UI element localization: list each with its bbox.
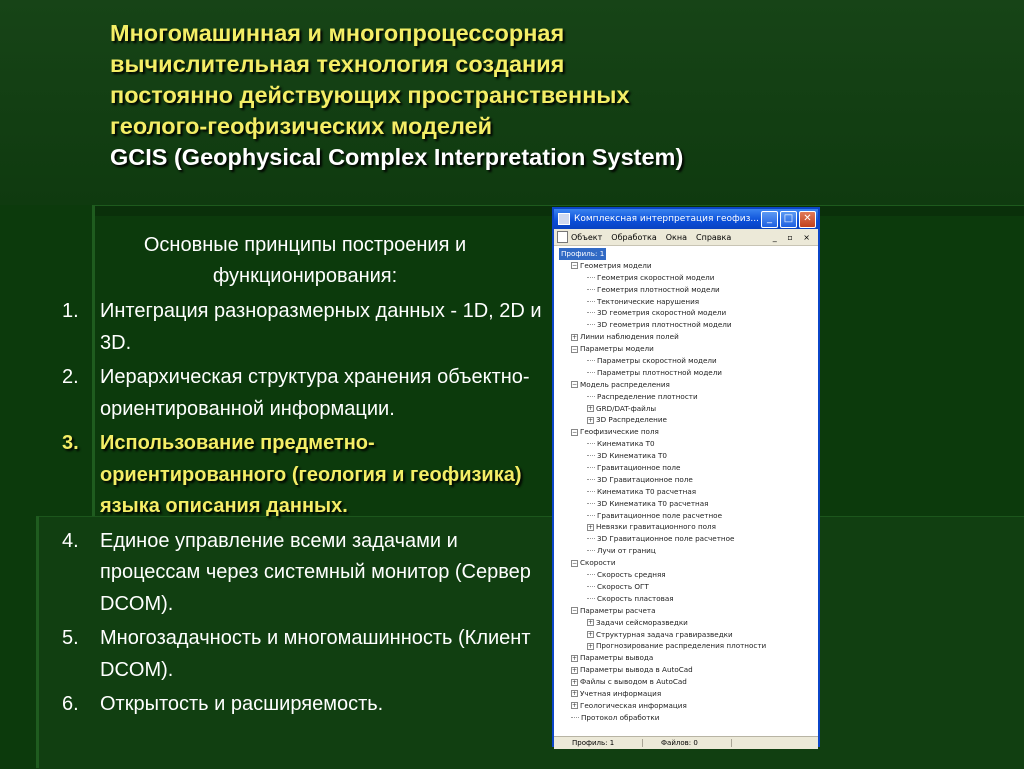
expand-icon[interactable]: + <box>572 333 578 341</box>
tree-node[interactable] <box>557 521 815 533</box>
document-icon <box>557 231 568 243</box>
tree-node-label: Геологическая информация <box>580 700 687 710</box>
tree-node-label: Скорость пластовая <box>597 593 674 603</box>
tree-node[interactable] <box>557 593 815 605</box>
child-window-controls[interactable]: _ ▫ × <box>772 232 814 242</box>
tree-connector <box>587 479 595 481</box>
tree-connector <box>587 324 595 326</box>
tree-node-label: GRD/DAT-файлы <box>596 403 657 413</box>
tree-node-label: Параметры вывода в AutoCad <box>580 665 693 675</box>
tree-node[interactable] <box>557 605 815 617</box>
tree-node-label: Тектонические нарушения <box>597 296 700 306</box>
tree-node-label: Скорость ОГТ <box>597 581 649 591</box>
principles-heading: Основные принципы построения и функционирования: <box>143 234 467 287</box>
tree-node[interactable] <box>557 403 815 415</box>
title-line-2: вычислительная технология создания <box>110 51 565 77</box>
tree-node-label: Гравитационное поле <box>597 463 681 473</box>
tree-node-label: Параметры модели <box>580 344 654 354</box>
tree-node[interactable] <box>557 331 815 343</box>
tree-connector <box>587 550 595 552</box>
tree-node-label: Параметры скоростной модели <box>597 356 717 366</box>
tree-node-label: Учетная информация <box>580 688 662 698</box>
tree-connector <box>587 289 595 291</box>
tree-node[interactable] <box>557 533 815 545</box>
expand-icon[interactable]: + <box>572 690 578 698</box>
tree-node[interactable] <box>557 700 815 712</box>
tree-node[interactable] <box>557 581 815 593</box>
tree-connector <box>587 598 595 600</box>
principle-item <box>54 362 554 425</box>
item-text: Иерархическая структура хранения объектно-ориентированной информации. <box>100 366 530 420</box>
item-text: Многозадачность и многомашинность (Клиент DCOM). <box>100 627 531 681</box>
tree-node-label: Геофизические поля <box>580 427 659 437</box>
object-tree <box>554 246 818 736</box>
tree-node-label: Задачи сейсморазведки <box>596 617 688 627</box>
tree-node[interactable] <box>557 367 815 379</box>
tree-node-label: Модель распределения <box>580 379 670 389</box>
tree-connector <box>587 443 595 445</box>
collapse-icon[interactable]: − <box>572 559 578 567</box>
tree-node-label: Профиль: 1 <box>561 249 605 258</box>
tree-node-label: 3D геометрия плотностной модели <box>597 320 732 330</box>
tree-node-label: 3D Гравитационное поле <box>597 474 693 484</box>
menu-processing[interactable]: Обработка <box>611 232 657 242</box>
item-number: 4. <box>62 529 79 552</box>
tree-node-label: Параметры плотностной модели <box>597 367 722 377</box>
collapse-icon[interactable]: − <box>572 345 578 353</box>
status-bar <box>554 736 818 749</box>
tree-node-label: Гравитационное поле расчетное <box>597 510 723 520</box>
tree-connector <box>587 396 595 398</box>
tree-node[interactable] <box>557 629 815 641</box>
tree-node-label: Прогнозирование распределения плотности <box>596 641 767 651</box>
tree-node[interactable] <box>557 640 815 652</box>
tree-node[interactable] <box>557 557 815 569</box>
tree-connector <box>587 538 595 540</box>
collapse-icon[interactable]: − <box>572 262 578 270</box>
tree-node[interactable] <box>557 438 815 450</box>
tree-node[interactable] <box>557 688 815 700</box>
slide-title <box>110 18 990 173</box>
tree-node-label: Распределение плотности <box>597 391 698 401</box>
tree-node-label: Кинематика Т0 расчетная <box>597 486 697 496</box>
tree-connector <box>571 717 579 719</box>
tree-node[interactable] <box>557 664 815 676</box>
principle-item <box>54 623 554 686</box>
tree-node-label: Линии наблюдения полей <box>580 332 679 342</box>
tree-connector <box>587 467 595 469</box>
menu-help[interactable]: Справка <box>696 232 732 242</box>
tree-node-label: Геометрия скоростной модели <box>597 272 715 282</box>
tree-connector <box>587 360 595 362</box>
tree-node[interactable] <box>557 474 815 486</box>
status-profile: Профиль: 1 <box>554 739 643 747</box>
tree-node-label: Невязки гравитационного поля <box>596 522 716 532</box>
expand-icon[interactable]: + <box>588 523 594 531</box>
tree-node[interactable] <box>557 343 815 355</box>
menu-windows[interactable]: Окна <box>665 232 687 242</box>
tree-connector <box>587 515 595 517</box>
tree-node[interactable] <box>557 510 815 522</box>
tree-node[interactable] <box>557 296 815 308</box>
tree-node-label: Параметры вывода <box>580 653 654 663</box>
tree-connector <box>587 372 595 374</box>
tree-node[interactable] <box>557 462 815 474</box>
tree-node-label: Протокол обработки <box>581 712 660 722</box>
tree-node-label: 3D Распределение <box>596 415 667 425</box>
tree-node[interactable] <box>557 617 815 629</box>
tree-node[interactable] <box>557 712 815 724</box>
tree-node[interactable] <box>557 545 815 557</box>
item-number: 6. <box>62 693 79 715</box>
tree-node[interactable] <box>557 676 815 688</box>
menu-object[interactable]: Объект <box>571 232 603 242</box>
expand-icon[interactable]: + <box>588 642 594 650</box>
tree-node[interactable] <box>557 426 815 438</box>
tree-node[interactable] <box>557 414 815 426</box>
expand-icon[interactable]: + <box>572 678 578 686</box>
tree-node-label: Геометрия плотностной модели <box>597 284 720 294</box>
tree-connector <box>587 574 595 576</box>
tree-connector <box>587 312 595 314</box>
tree-node-label: Кинематика Т0 <box>597 439 655 449</box>
tree-node[interactable] <box>557 379 815 391</box>
expand-icon[interactable]: + <box>572 654 578 662</box>
tree-node[interactable] <box>557 272 815 284</box>
principles-list <box>54 296 554 724</box>
item-number: 3. <box>62 432 79 454</box>
tree-connector <box>587 586 595 588</box>
tree-connector <box>587 491 595 493</box>
item-text: Открытость и расширяемость. <box>100 693 384 715</box>
tree-connector <box>587 455 595 457</box>
expand-icon[interactable]: + <box>588 630 594 638</box>
expand-icon[interactable]: + <box>572 702 578 710</box>
title-line-3: постоянно действующих пространственных <box>110 82 630 108</box>
tree-node-label: Скорость средняя <box>597 570 666 580</box>
tree-node[interactable] <box>557 307 815 319</box>
item-text: Использование предметно-ориентированного (геология и геофизика) языка описания данных. <box>100 432 522 517</box>
window-titlebar[interactable] <box>554 209 818 229</box>
expand-icon[interactable]: + <box>588 405 594 413</box>
background-vertical-rule-lower <box>36 516 39 768</box>
app-window <box>552 207 820 747</box>
window-title: Комплексная интерпретация геофиз... <box>574 214 759 224</box>
item-text: Интеграция разноразмерных данных - 1D, 2D и 3D. <box>100 300 542 354</box>
tree-node-label: Лучи от границ <box>597 546 656 556</box>
tree-node-label: 3D Кинематика Т0 <box>597 451 667 461</box>
title-line-4: геолого-геофизических моделей <box>110 113 493 139</box>
title-line-1: Многомашинная и многопроцессорная <box>110 20 565 46</box>
principle-item <box>54 296 554 359</box>
principle-item <box>54 526 554 621</box>
collapse-icon[interactable]: − <box>572 607 578 615</box>
tree-node[interactable] <box>557 498 815 510</box>
tree-node[interactable] <box>557 486 815 498</box>
expand-icon[interactable]: + <box>588 416 594 424</box>
close-button[interactable]: ✕ <box>799 211 816 228</box>
status-files: Файлов: 0 <box>643 739 732 747</box>
item-number: 2. <box>62 366 79 388</box>
tree-node-label: Скорости <box>580 558 616 568</box>
tree-connector <box>587 503 595 505</box>
tree-node[interactable] <box>557 391 815 403</box>
menu-bar <box>554 229 818 246</box>
tree-node-label: Файлы с выводом в AutoCad <box>580 677 687 687</box>
collapse-icon[interactable]: − <box>572 428 578 436</box>
tree-node-label: Геометрия модели <box>580 260 652 270</box>
expand-icon[interactable]: + <box>588 619 594 627</box>
tree-connector <box>587 301 595 303</box>
principle-item <box>54 689 554 721</box>
tree-node-label: 3D геометрия скоростной модели <box>597 308 727 318</box>
tree-node[interactable] <box>557 319 815 331</box>
title-line-5: GCIS (Geophysical Complex Interpretation System) <box>110 144 684 170</box>
tree-node-label: Параметры расчета <box>580 605 656 615</box>
tree-connector <box>587 277 595 279</box>
collapse-icon[interactable]: − <box>572 381 578 389</box>
tree-node[interactable] <box>557 260 815 272</box>
tree-node-label: 3D Кинематика Т0 расчетная <box>597 498 709 508</box>
expand-icon[interactable]: + <box>572 666 578 674</box>
tree-node[interactable] <box>557 569 815 581</box>
item-number: 1. <box>62 300 79 322</box>
principle-item-highlighted <box>54 428 554 523</box>
tree-node[interactable] <box>557 248 815 260</box>
maximize-button[interactable]: □ <box>780 211 797 228</box>
tree-node[interactable] <box>557 284 815 296</box>
app-icon <box>558 213 570 225</box>
item-text: Единое управление всеми задачами и процессам через системный монитор (Сервер DCOM). <box>100 529 531 615</box>
minimize-button[interactable]: _ <box>761 211 778 228</box>
tree-node-label: Структурная задача гравиразведки <box>596 629 733 639</box>
tree-node-label: 3D Гравитационное поле расчетное <box>597 534 735 544</box>
tree-node[interactable] <box>557 652 815 664</box>
tree-node[interactable] <box>557 355 815 367</box>
tree-node[interactable] <box>557 450 815 462</box>
item-number: 5. <box>62 627 79 649</box>
